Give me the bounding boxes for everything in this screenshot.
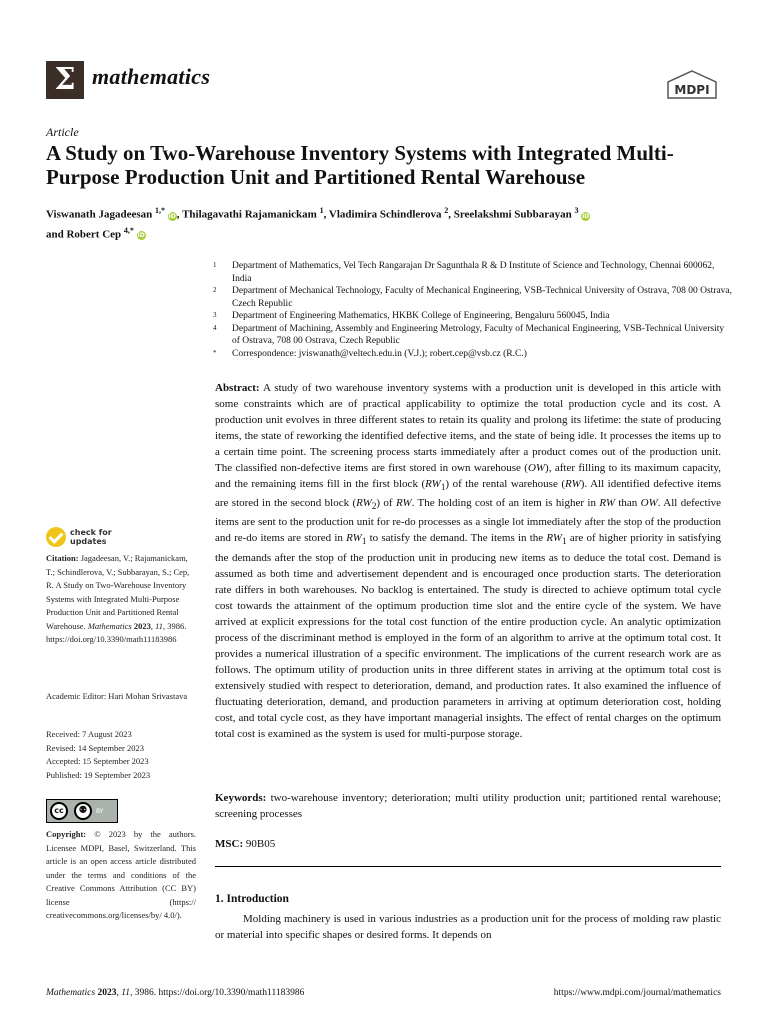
author-affil-mark: 1 — [319, 206, 324, 215]
cc-by-license-badge[interactable] — [46, 799, 118, 823]
citation-text: Jagadeesan, V.; Rajamanickam, T.; Schindlerova, V.; Subbarayan, S.; Cep, R. A Study on Two-Warehouse Inventory Systems with Integrated Multi-Purpose Production Unit and Partitioned Rental Warehouse. — [46, 553, 190, 631]
abstract-text: . All defective items are sent to the production unit for re-do processes as a single lot immediately after the stop of the production and re-do items are stored in — [215, 497, 722, 545]
affiliation-item — [213, 260, 733, 285]
article-type: Article — [46, 125, 79, 139]
correspondence-text[interactable]: Correspondence: jviswanath@veltech.edu.in (V.J.); robert.cep@vsb.cz (R.C.) — [232, 348, 527, 359]
section-heading-introduction: 1. Introduction — [215, 893, 289, 905]
abstract-math: RW — [346, 532, 362, 545]
received-date: Received: 7 August 2023 — [46, 729, 132, 739]
msc-label: MSC: — [215, 838, 244, 850]
copyright-block — [46, 828, 196, 923]
author-affil-mark: 1,* — [155, 206, 165, 215]
footer-journal-url[interactable]: https://www.mdpi.com/journal/mathematics — [553, 988, 721, 998]
orcid-icon[interactable]: iD — [582, 212, 590, 220]
journal-name: mathematics — [92, 64, 211, 89]
footer-doi[interactable]: , 3986. https://doi.org/10.3390/math11183986 — [130, 988, 305, 998]
abstract-text: A study of two warehouse inventory systems with a production unit is developed in this article with some constraints which are of practical applicability to optimize the total production cycle and its cost. A production unit evolves in three different states to retain its quality and prolong its lifetime: the state of producing items, the state of reworking the identified defective items, and the state of being idle. It processes the items up to a certain time point. The screening process starts immediately after a product comes out of the production unit. The classified non-defective items are first stored in own warehouse ( — [215, 382, 721, 474]
check-for-updates-button[interactable] — [46, 527, 112, 547]
affiliations — [213, 260, 733, 360]
affiliation-number: * — [213, 348, 217, 357]
abstract-text: . The holding cost of an item is higher in — [411, 497, 600, 510]
abstract-text: ). All identified defective items are stored in the second block ( — [215, 478, 721, 510]
citation-volume: 11 — [155, 620, 163, 631]
affiliation-text: Department of Mechanical Technology, Faculty of Mechanical Engineering, VSB-Technical University of Ostrava, 708 00 Ostrava, Czech Republic — [232, 286, 732, 309]
affiliation-text: Department of Engineering Mathematics, HKBK College of Engineering, Bengaluru 560045, India — [232, 311, 610, 321]
abstract-math: RW — [565, 478, 581, 490]
paper-title: A Study on Two-Warehouse Inventory Systems with Integrated Multi-Purpose Production Unit and Partitioned Rental Warehouse — [46, 141, 674, 189]
affiliation-text: Department of Mathematics, Vel Tech Rangarajan Dr Sagunthala R & D Institute of Science and Technology, Chennai 600062, India — [232, 261, 715, 284]
academic-editor: Academic Editor: Hari Mohan Srivastava — [46, 691, 188, 701]
affiliation-number: 1 — [213, 261, 217, 269]
by-label: BY — [96, 807, 104, 815]
affiliation-number: 3 — [213, 311, 217, 319]
affiliation-number: 4 — [213, 323, 217, 332]
introduction-paragraph: Molding machinery is used in various industries as a production unit for the process of molding raw plastic or material into specific shapes or desired forms. It depends on — [215, 913, 721, 941]
section-divider — [215, 866, 721, 867]
footer-year: 2023 — [97, 988, 117, 998]
abstract-math: RW — [356, 497, 372, 510]
abstract-subscript: 1 — [361, 536, 367, 547]
check-for-updates-icon — [46, 527, 66, 547]
abstract-subscript: 2 — [371, 501, 377, 512]
author-affil-mark: 4,* — [123, 225, 134, 235]
author-name[interactable]: Thilagavathi Rajamanickam — [182, 208, 317, 221]
author-name[interactable]: Sreelakshmi Subbarayan — [453, 208, 572, 221]
affiliation-item — [213, 323, 733, 348]
correspondence — [213, 348, 733, 361]
footer-journal: Mathematics — [46, 988, 96, 998]
check-line-2: updates — [70, 537, 107, 546]
msc-code — [215, 836, 721, 852]
affiliation-item — [213, 285, 733, 310]
copyright-label: Copyright: — [46, 829, 87, 839]
author-list: Viswanath Jagadeesan $^{1,*}$ iD, Thilagavathi Rajamanickam $^1$, Vladimira Schindlerova $^2$, Sreelakshmi Subbarayan $^3$ iD and Robert Cep $^{4,*}$ iD — [46, 206, 590, 241]
footer-citation: Mathematics 2023, 11, 3986. https://doi.org/10.3390/math11183986 — [46, 988, 305, 998]
by-icon: ⚉ — [74, 802, 92, 820]
abstract-math: RW — [395, 497, 412, 510]
abstract-math: RW — [425, 478, 441, 490]
abstract-math: RW — [546, 532, 563, 545]
abstract-subscript: 1 — [440, 482, 446, 493]
keywords-text: two-warehouse inventory; deterioration; multi utility production unit; partitioned rental warehouse; screening processes — [215, 792, 722, 820]
abstract-math: OW — [527, 462, 546, 474]
abstract-text: ) of — [376, 497, 396, 510]
affiliation-number: 2 — [213, 286, 217, 294]
citation-doi[interactable]: , 3986. https://doi.org/10.3390/math11183986 — [46, 620, 187, 644]
keywords-label: Keywords: — [215, 792, 267, 804]
citation-block: Citation: Jagadeesan, V.; Rajamanickam, T.; Schindlerova, V.; Subbarayan, S.; Cep, R. A Study on Two-Warehouse Inventory Systems with Integrated Multi-Purpose Production Unit and Partitioned Rental Warehouse. Mathematics 2023, 11, 3986. https://doi.org/10.3390/math11183986 — [46, 553, 190, 644]
author-name[interactable]: Viswanath Jagadeesan — [46, 208, 153, 221]
footer-volume: 11 — [121, 988, 130, 998]
dates-block — [46, 728, 196, 782]
cc-icon: cc — [50, 802, 68, 820]
journal-logo-icon: Σ — [46, 61, 84, 99]
abstract-text: than — [615, 497, 641, 510]
published-date: Published: 19 September 2023 — [46, 769, 151, 780]
author-name[interactable]: Vladimira Schindlerova — [328, 208, 442, 221]
author-affil-mark: 2 — [444, 206, 449, 215]
abstract-math: RW — [599, 497, 615, 510]
msc-text: 90B05 — [245, 838, 276, 850]
orcid-icon[interactable]: iD — [168, 212, 176, 220]
revised-date: Revised: 14 September 2023 — [46, 742, 144, 753]
check-for-updates-label — [70, 528, 112, 546]
mdpi-logo-text: MDPI — [674, 83, 710, 97]
abstract-text: to satisfy the demand. The items in the — [366, 532, 547, 545]
abstract-label: Abstract: — [215, 382, 260, 394]
check-line-1: check for — [70, 528, 112, 537]
author-name[interactable]: and Robert Cep — [46, 228, 122, 241]
keywords — [215, 790, 721, 822]
accepted-date: Accepted: 15 September 2023 — [46, 756, 149, 766]
copyright-text: © 2023 by the authors. Licensee MDPI, Basel, Switzerland. This article is an open access article distributed under the terms and conditions of the Creative Commons Attribution (CC BY) license (https:// creativecommons.org/licenses/by/ 4.0/). — [46, 829, 196, 920]
author-affil-mark: 3 — [574, 206, 579, 215]
orcid-icon[interactable]: iD — [137, 232, 145, 240]
mdpi-logo-icon — [666, 70, 718, 100]
citation-label: Citation: — [46, 553, 79, 563]
abstract-text: ) of the rental warehouse ( — [445, 478, 566, 490]
abstract — [215, 380, 721, 742]
affiliation-item — [213, 310, 733, 323]
abstract-text: ), after filling to its maximum capacity, and the remaining items fill in the first block ( — [215, 462, 721, 490]
abstract-subscript: 1 — [562, 536, 567, 547]
abstract-text: are of higher priority in satisfying the demands after the stop of the production unit in producing new items as to deduce the total cost. Demand is assumed as both time and advertisement dependent and is encouraged once production starts. The deterioration rate differs in both warehouses. No backlog is entertained. The study is directed to achieve optimum total cycle cost towards the attainment of the optimum production time slot and the entire cycle of the system. We have arrived at explicit expressions for the total cost function of the entire production cycle. An analytic optimization process of the discriminant method is employed in the form of an algorithm to arrive at the optimum total cost. It provides a numerical illustration of a specific environment. The implications of the current research work are as follows. The optimum utility of production units in three different states in arriving at the optimum total cost is extensively studied with respect to deterioration, demand, and production rates. It also examined the influence of fluctuating deterioration, demand, and production parameters in arriving at optimum deterioration cost, holding cost, and total cycle cost, as they have important managerial insights. The effect of rental charges on the optimum total cost is examined as the system is used for multi-purpose storage. — [215, 532, 721, 740]
affiliation-text: Department of Machining, Assembly and Engineering Metrology, Faculty of Mechanical Engineering, VSB-Technical University of Ostrava, 708 00 Ostrava, Czech Republic — [232, 323, 725, 346]
abstract-math: OW — [640, 497, 658, 510]
citation-year: 2023 — [133, 620, 151, 631]
citation-journal: Mathematics — [87, 620, 132, 631]
